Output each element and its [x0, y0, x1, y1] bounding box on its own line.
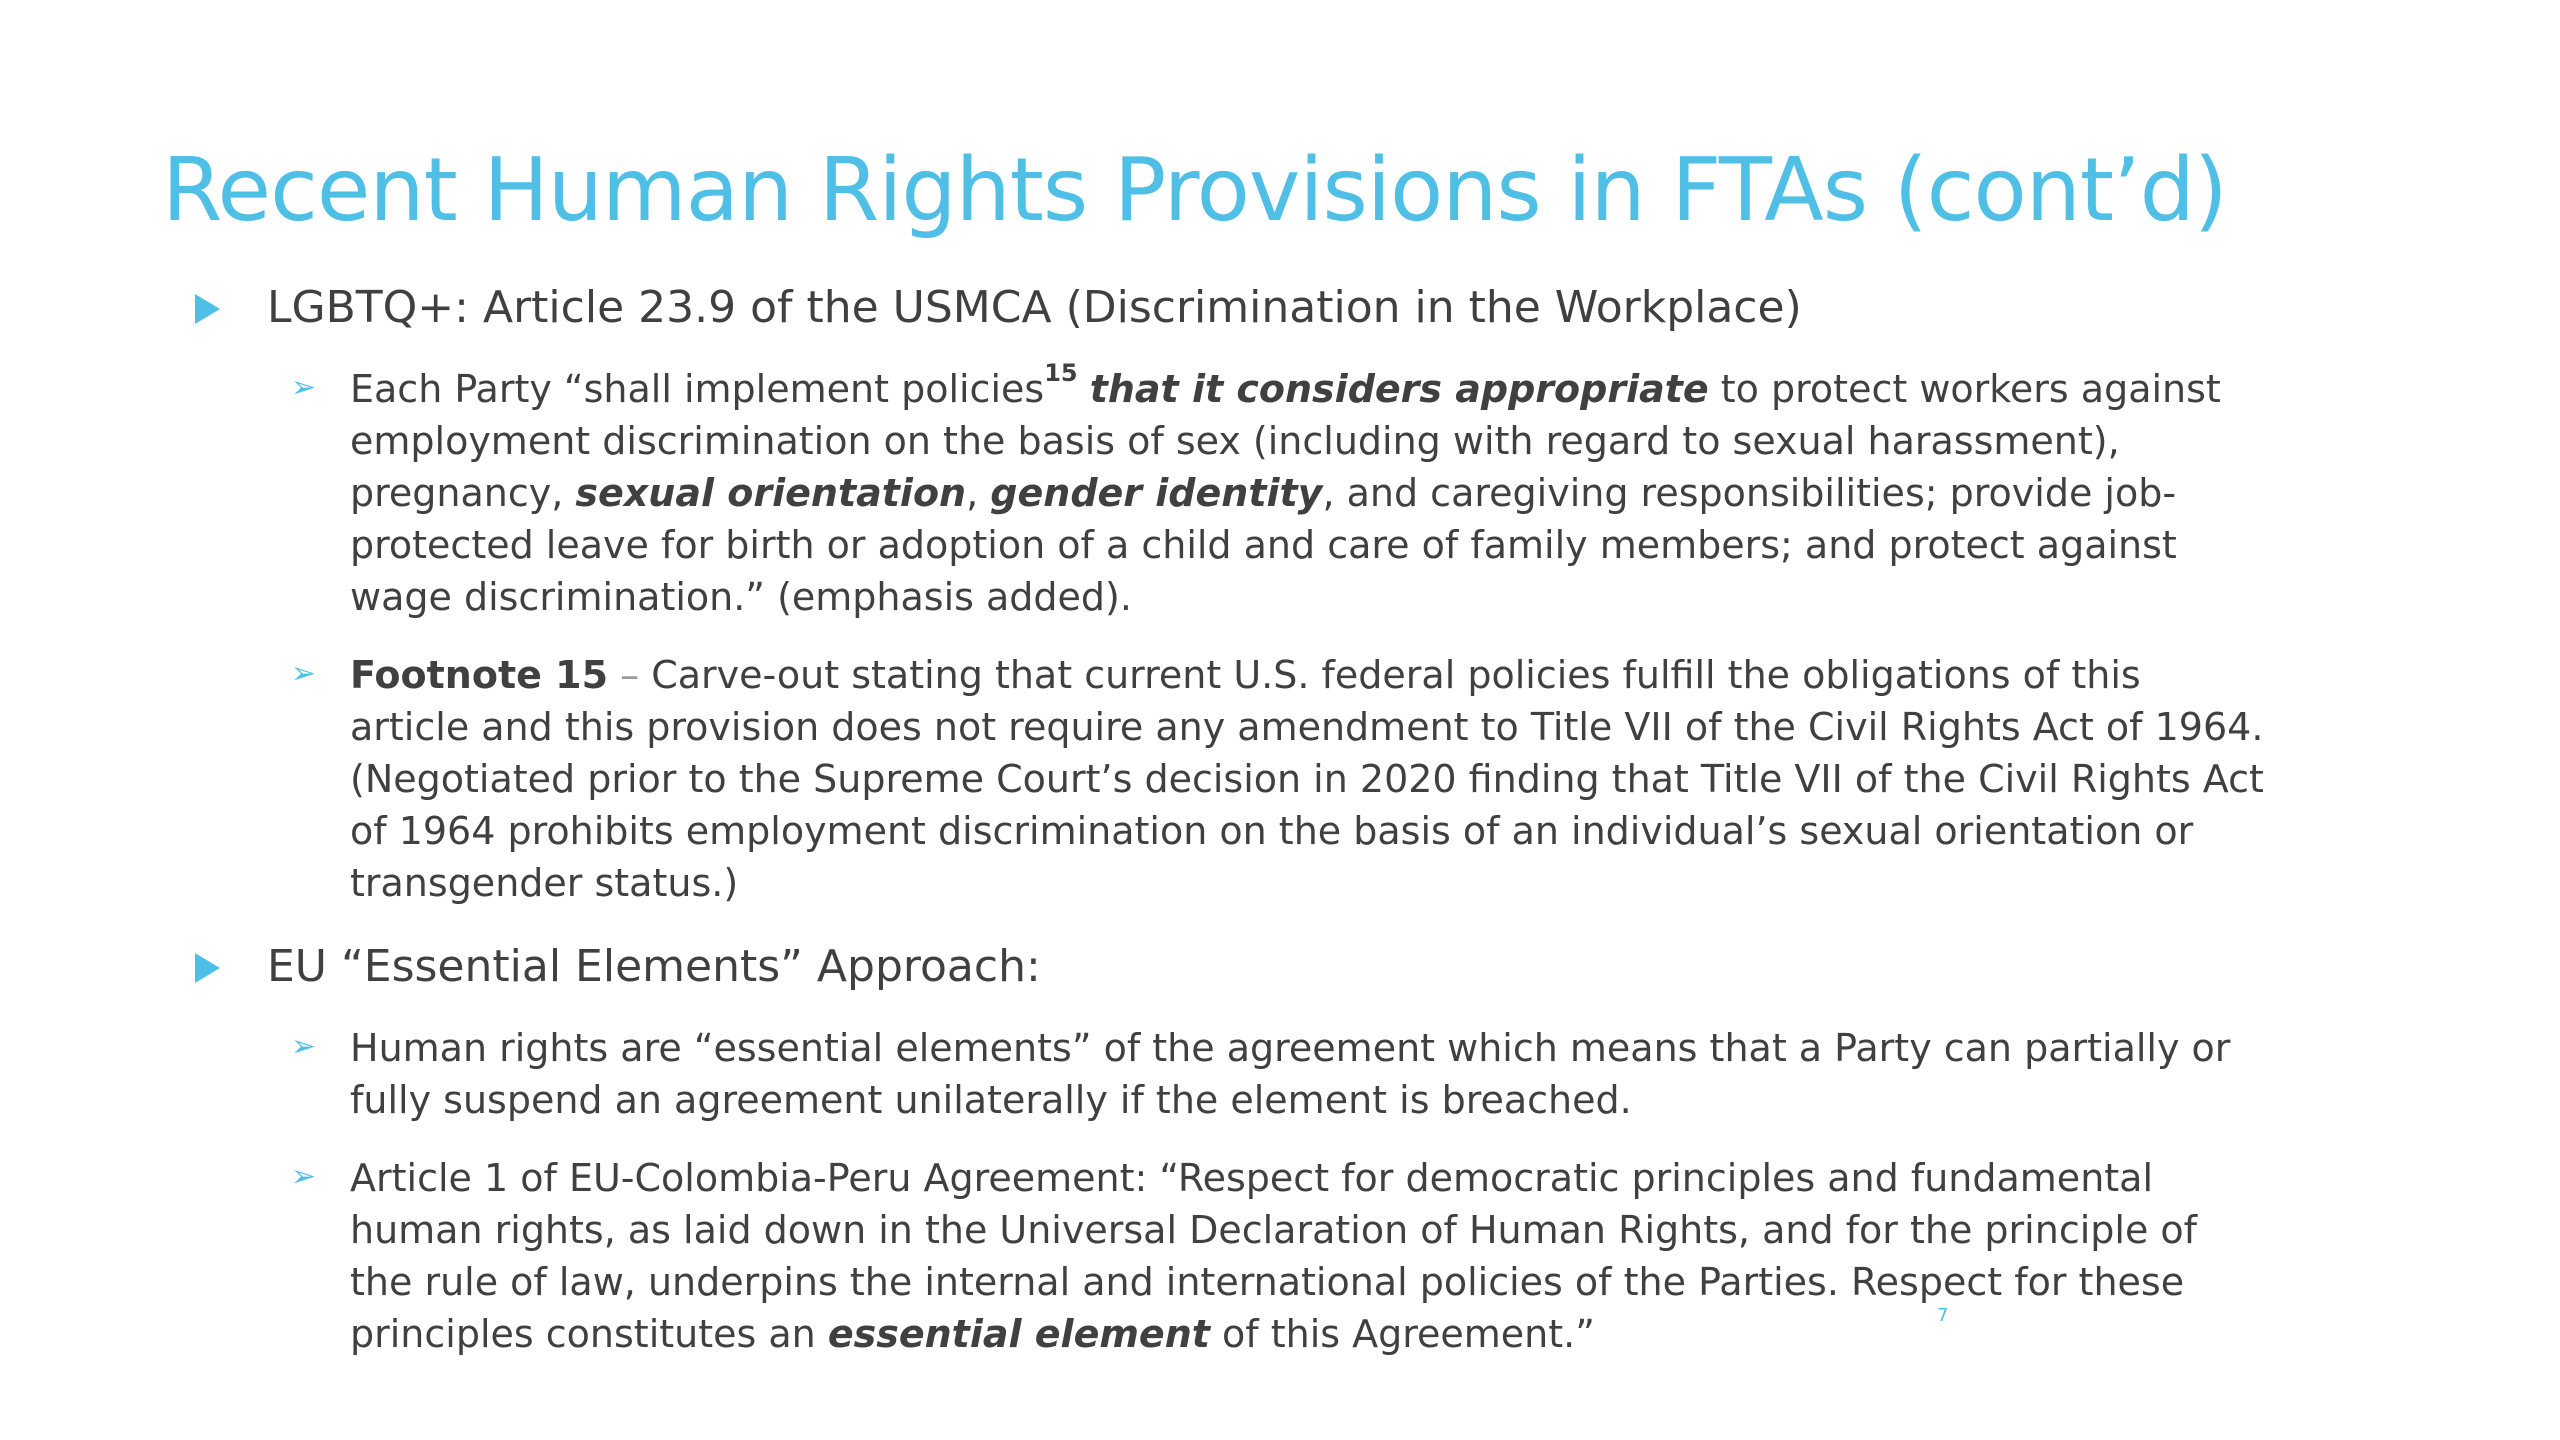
dash-separator: –: [608, 653, 652, 697]
text-run: Each Party “shall implement policies: [350, 367, 1045, 411]
emphasis-text: gender identity: [990, 471, 1323, 515]
bullet-usmca-text: [190, 359, 2270, 623]
arrowhead-bullet-icon: ➢: [291, 656, 317, 691]
emphasis-text: that it considers appropriate: [1089, 367, 1709, 411]
text-run: Carve-out stating that current U.S. federal policies fulfill the obligations of this article and this provision does not require any amendment to Title VII of the Civil Rights Act of 1964. (Negotiated prior to the Supreme Court’s decision in 2020 finding that Title VII of the Civil Rights Act of 1964 prohibits employment discrimination on the basis of an individual’s sexual orientation or transgender status.): [350, 653, 2264, 905]
bullet-lgbtq-heading: [190, 280, 2270, 335]
bullet-article-1: [190, 1152, 2270, 1360]
triangle-bullet-icon: [195, 294, 220, 324]
footnote-ref: 15: [1044, 359, 1078, 387]
bullet-footnote-15: [190, 649, 2270, 909]
slide-content: [190, 280, 2270, 1386]
page-number: 7: [1937, 1305, 1949, 1326]
bullet-eu-heading: [190, 939, 2270, 994]
text-run: of this Agreement.”: [1209, 1312, 1595, 1356]
section-heading: EU “Essential Elements” Approach:: [267, 941, 1041, 992]
arrowhead-bullet-icon: ➢: [291, 370, 317, 405]
text-run: to protect workers against employment discrimination on the basis of sex (including with regard to sexual harassment), pregnancy,: [350, 367, 2221, 515]
slide-title: Recent Human Rights Provisions in FTAs (cont’d): [162, 139, 2227, 241]
text-run: ,: [966, 471, 991, 515]
emphasis-text: sexual orientation: [575, 471, 967, 515]
text-run: Article 1 of EU-Colombia-Peru Agreement: “Respect for democratic principles and fundamental human rights, as laid down in the Universal Declaration of Human Rights, and for the principle of the rule of law, underpins the internal and international policies of the Parties. Respect for these principles constitutes an: [350, 1156, 2198, 1356]
arrowhead-bullet-icon: ➢: [291, 1159, 317, 1194]
arrowhead-bullet-icon: ➢: [291, 1029, 317, 1064]
text-run: Human rights are “essential elements” of the agreement which means that a Party can partially or fully suspend an agreement unilaterally if the element is breached.: [350, 1026, 2231, 1122]
bullet-essential-elements: [190, 1022, 2270, 1126]
emphasis-text: essential element: [827, 1312, 1210, 1356]
footnote-label: Footnote 15: [350, 653, 609, 697]
text-run: [1078, 367, 1090, 411]
triangle-bullet-icon: [195, 953, 220, 983]
text-run: , and caregiving responsibilities; provide job-protected leave for birth or adoption of a child and care of family members; and protect against wage discrimination.” (emphasis added).: [350, 471, 2177, 619]
section-heading: LGBTQ+: Article 23.9 of the USMCA (Discrimination in the Workplace): [267, 282, 1802, 333]
